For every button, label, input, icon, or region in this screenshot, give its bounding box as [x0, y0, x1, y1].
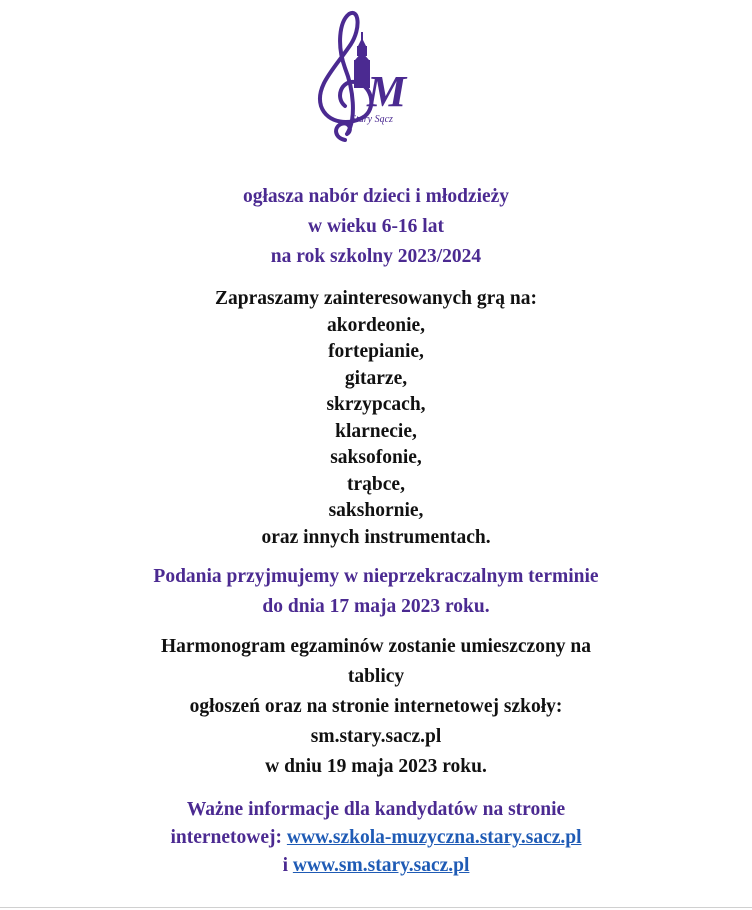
instrument-item: klarnecie, — [335, 420, 417, 442]
schedule-line: tablicy — [347, 666, 405, 687]
deadline-line: Podania przyjmujemy w nieprzekraczalnym terminie — [153, 566, 599, 587]
instrument-item: saksofonie, — [330, 447, 422, 468]
instrument-item: fortepianie, — [328, 341, 424, 362]
intro-text — [0, 182, 752, 272]
instrument-item: akordeonie, — [326, 314, 426, 336]
instruments-heading: Zapraszamy zainteresowanych grą na: — [215, 288, 537, 309]
svg-text:M: M — [367, 67, 407, 116]
intro-line: na rok szkolny 2023/2024 — [270, 246, 482, 267]
logo-caption: Stary Sącz — [351, 114, 393, 125]
deadline-text — [0, 562, 752, 622]
instrument-item: skrzypcach, — [326, 394, 426, 415]
info-prefix: i — [282, 855, 293, 876]
schedule-text — [0, 632, 752, 782]
intro-line: ogłasza nabór dzieci i młodzieży — [242, 186, 510, 207]
deadline-line: do dnia 17 maja 2023 roku. — [262, 596, 490, 617]
info-line: Ważne informacje dla kandydatów na stronie — [186, 799, 566, 820]
schedule-line: Harmonogram egzaminów zostanie umieszczony na — [160, 636, 592, 657]
instrument-item: trąbce, — [347, 473, 405, 495]
schedule-line: sm.stary.sacz.pl — [310, 726, 442, 747]
bottom-divider — [0, 907, 752, 908]
schedule-line: ogłoszeń oraz na stronie internetowej szkoły: — [189, 696, 563, 717]
info-line — [0, 824, 752, 852]
info-text — [0, 796, 752, 880]
school-website-link[interactable]: www.szkola-muzyczna.stary.sacz.pl — [286, 827, 582, 848]
schedule-line: w dniu 19 maja 2023 roku. — [265, 756, 487, 777]
info-prefix: internetowej: — [170, 827, 287, 848]
instrument-item: sakshornie, — [328, 500, 424, 521]
instrument-item: oraz innych instrumentach. — [261, 526, 491, 548]
school-logo — [305, 8, 415, 148]
treble-clef-logo-icon — [305, 8, 415, 148]
info-line — [0, 852, 752, 880]
sm-website-link[interactable]: www.sm.stary.sacz.pl — [292, 855, 470, 876]
instrument-item: gitarze, — [344, 367, 408, 389]
intro-line: w wieku 6-16 lat — [308, 216, 444, 237]
instruments-list — [0, 286, 752, 551]
